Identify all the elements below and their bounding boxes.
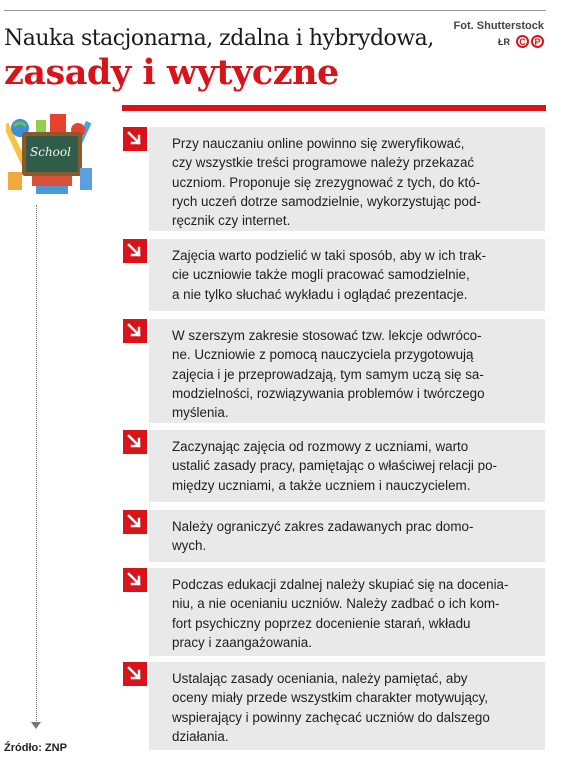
- photo-credit: Fot. Shutterstock: [453, 20, 544, 32]
- logo-text: ŁR: [498, 36, 510, 47]
- school-illustration: [6, 110, 96, 206]
- item-line: ręcznik czy internet.: [172, 213, 291, 229]
- item-box: [149, 568, 545, 656]
- guideline-item-7: [123, 662, 545, 750]
- logo-p-icon: P: [531, 35, 544, 48]
- chalkboard-text: School: [30, 145, 71, 159]
- item-line: myślenia.: [172, 405, 229, 421]
- red-arrow-icon: [123, 510, 147, 534]
- item-line: fort psychiczny poprzez docenienie starań, wkładu: [172, 615, 471, 631]
- item-line: wspierający i powinny zachęcać uczniów do dalszego: [172, 709, 490, 725]
- red-arrow-icon: [123, 319, 147, 343]
- logo-c-icon: C: [516, 35, 529, 48]
- item-line: czy wszystkie treści programowe należy przekazać: [172, 155, 475, 171]
- item-box: [149, 319, 545, 423]
- guideline-item-2: [123, 239, 545, 311]
- item-line: modzielności, rozwiązywania problemów i twórczego: [172, 385, 485, 401]
- item-line: ustalić zasady pracy, pamiętając o właściwej relacji po-: [172, 458, 497, 474]
- item-line: a nie tylko słuchać wykładu i oglądać prezentacje.: [172, 286, 468, 302]
- item-line: Należy ograniczyć zakres zadawanych prac domo-: [172, 519, 474, 534]
- item-line: rych uczeń dotrze samodzielnie, wykorzystując pod-: [172, 193, 481, 209]
- item-line: niu, a nie ocenianiu uczniów. Należy zadbać o ich kom-: [172, 596, 500, 612]
- item-text: [172, 326, 485, 422]
- red-arrow-icon: [123, 239, 147, 263]
- item-box: [149, 430, 545, 502]
- item-box: [149, 510, 545, 562]
- top-rule: [4, 10, 546, 11]
- guideline-item-1: [123, 127, 545, 231]
- guideline-item-3: [123, 319, 545, 423]
- item-line: Zajęcia warto podzielić w taki sposób, aby w ich trak-: [172, 248, 487, 263]
- red-arrow-icon: [123, 568, 147, 592]
- item-line: pracy i zaangażowania.: [172, 634, 312, 650]
- red-arrow-icon: [123, 127, 147, 151]
- item-line: zajęcia i je przeprowadzają, tym samym uczą się sa-: [172, 366, 484, 382]
- item-line: Podczas edukacji zdalnej należy skupiać się na doceniа-: [172, 577, 509, 592]
- red-arrow-icon: [123, 662, 147, 686]
- red-arrow-icon: [123, 430, 147, 454]
- school-supplies-icon: [6, 110, 96, 206]
- item-line: W szerszym zakresie stosować tzw. lekcje odwróco-: [172, 328, 482, 343]
- item-text: [172, 246, 486, 304]
- item-text: [172, 575, 508, 652]
- timeline-arrow-icon: [31, 722, 41, 729]
- item-line: Przy nauczaniu online powinno się zweryfikować,: [172, 136, 465, 151]
- title-line-1: Nauka stacjonarna, zdalna i hybrydowa,: [4, 26, 434, 51]
- item-line: uczniom. Proponuje się zrezygnować z tych, do któ-: [172, 174, 481, 190]
- item-text: [172, 437, 497, 495]
- item-line: działania.: [172, 728, 229, 744]
- guideline-item-6: [123, 568, 545, 656]
- item-text: [172, 134, 481, 230]
- guideline-item-4: [123, 430, 545, 502]
- item-line: Ustalając zasady oceniania, należy pamiętać, aby: [172, 671, 468, 686]
- item-box: [149, 127, 545, 231]
- publisher-logo: [498, 35, 544, 48]
- item-text: [172, 669, 490, 746]
- accent-bar: [122, 105, 546, 111]
- item-box: [149, 239, 545, 311]
- item-line: cie uczniowie także mogli pracować samodzielnie,: [172, 267, 470, 283]
- item-line: wych.: [172, 538, 207, 554]
- timeline-line: [36, 205, 37, 725]
- guideline-item-5: [123, 510, 545, 562]
- item-box: [149, 662, 545, 750]
- item-line: między uczniami, a także uczniem i nauczycielem.: [172, 477, 471, 493]
- item-line: ne. Uczniowie z pomocą nauczyciela przygotowują: [172, 347, 474, 363]
- item-text: [172, 517, 473, 556]
- item-line: oceny miały przede wszystkim charakter motywujący,: [172, 690, 489, 706]
- item-line: Zaczynając zajęcia od rozmowy z uczniami, warto: [172, 439, 469, 454]
- title-line-2: zasady i wytyczne: [4, 52, 339, 93]
- source-note: Źródło: ZNP: [4, 742, 67, 754]
